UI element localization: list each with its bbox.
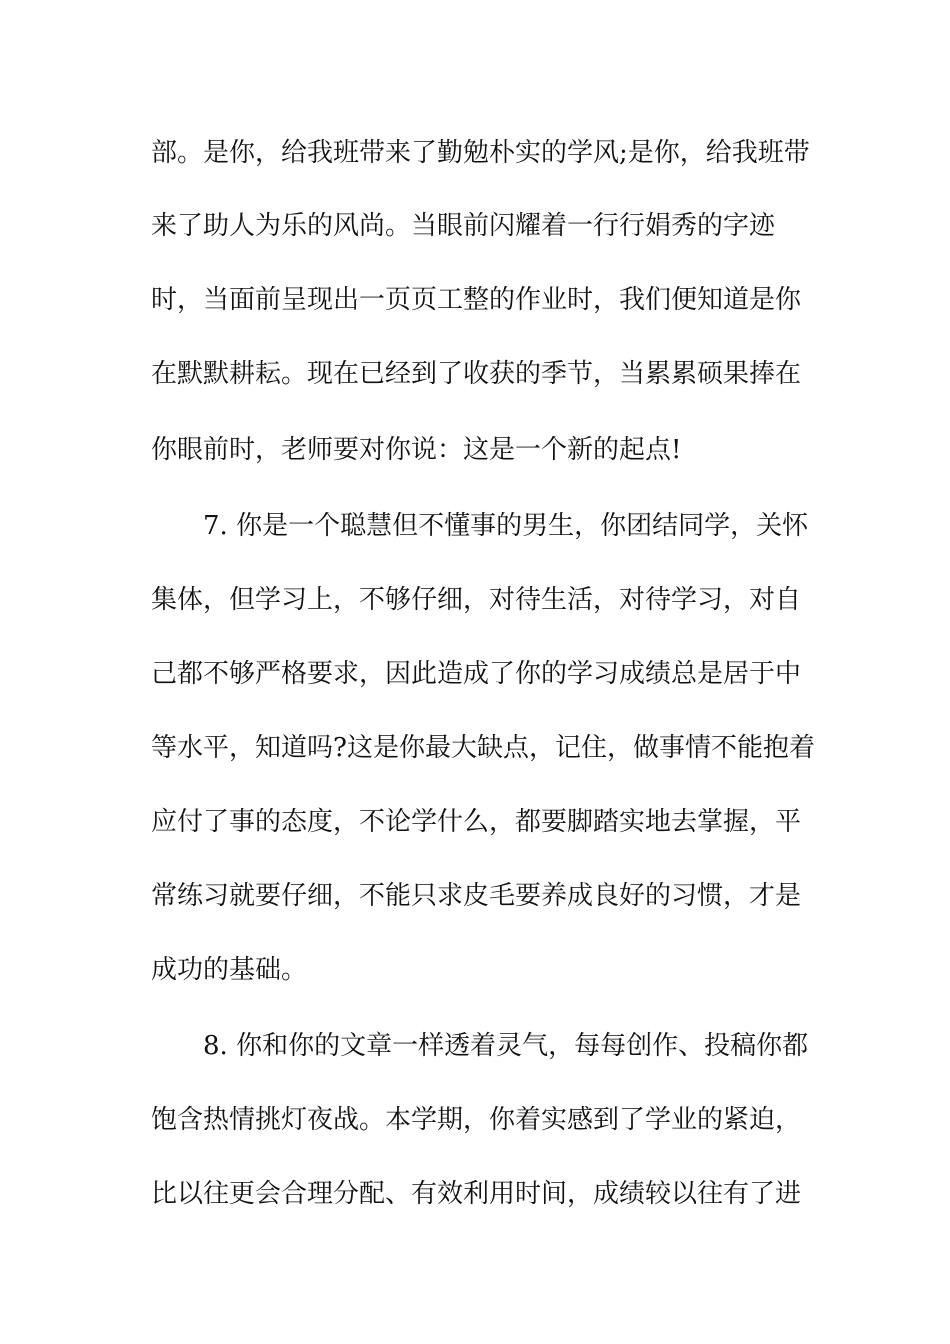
text-line: 时，当面前呈现出一页页工整的作业时，我们便知道是你 [151,285,802,315]
text-line: 你眼前时，老师要对你说：这是一个新的起点! [151,435,682,465]
text-line: 比以往更会合理分配、有效利用时间，成绩较以往有了进 [151,1179,802,1209]
paragraph-7-first-line: 7. 你是一个聪慧但不懂事的男生，你团结同学，关怀 [203,511,809,541]
text-line: 部。是你，给我班带来了勤勉朴实的学风;是你，给我班带 [151,138,810,168]
text-line: 成功的基础。 [151,955,308,985]
text-line: 饱含热情挑灯夜战。本学期，你着实感到了学业的紧迫， [151,1105,802,1135]
text-line: 集体，但学习上，不够仔细，对待生活，对待学习，对自 [151,585,802,615]
text-line: 等水平，知道吗?这是你最大缺点，记住，做事情不能抱着 [151,733,815,763]
paragraph-8-first-line: 8. 你和你的文章一样透着灵气，每每创作、投稿你都 [203,1031,809,1061]
text-line: 在默默耕耘。现在已经到了收获的季节，当累累硕果捧在 [151,359,802,389]
text-line: 来了助人为乐的风尚。当眼前闪耀着一行行娟秀的字迹 [151,211,776,241]
text-line: 己都不够严格要求，因此造成了你的学习成绩总是居于中 [151,659,802,689]
text-line: 应付了事的态度，不论学什么，都要脚踏实地去掌握，平 [151,807,802,837]
text-line: 常练习就要仔细，不能只求皮毛要养成良好的习惯，才是 [151,881,802,911]
